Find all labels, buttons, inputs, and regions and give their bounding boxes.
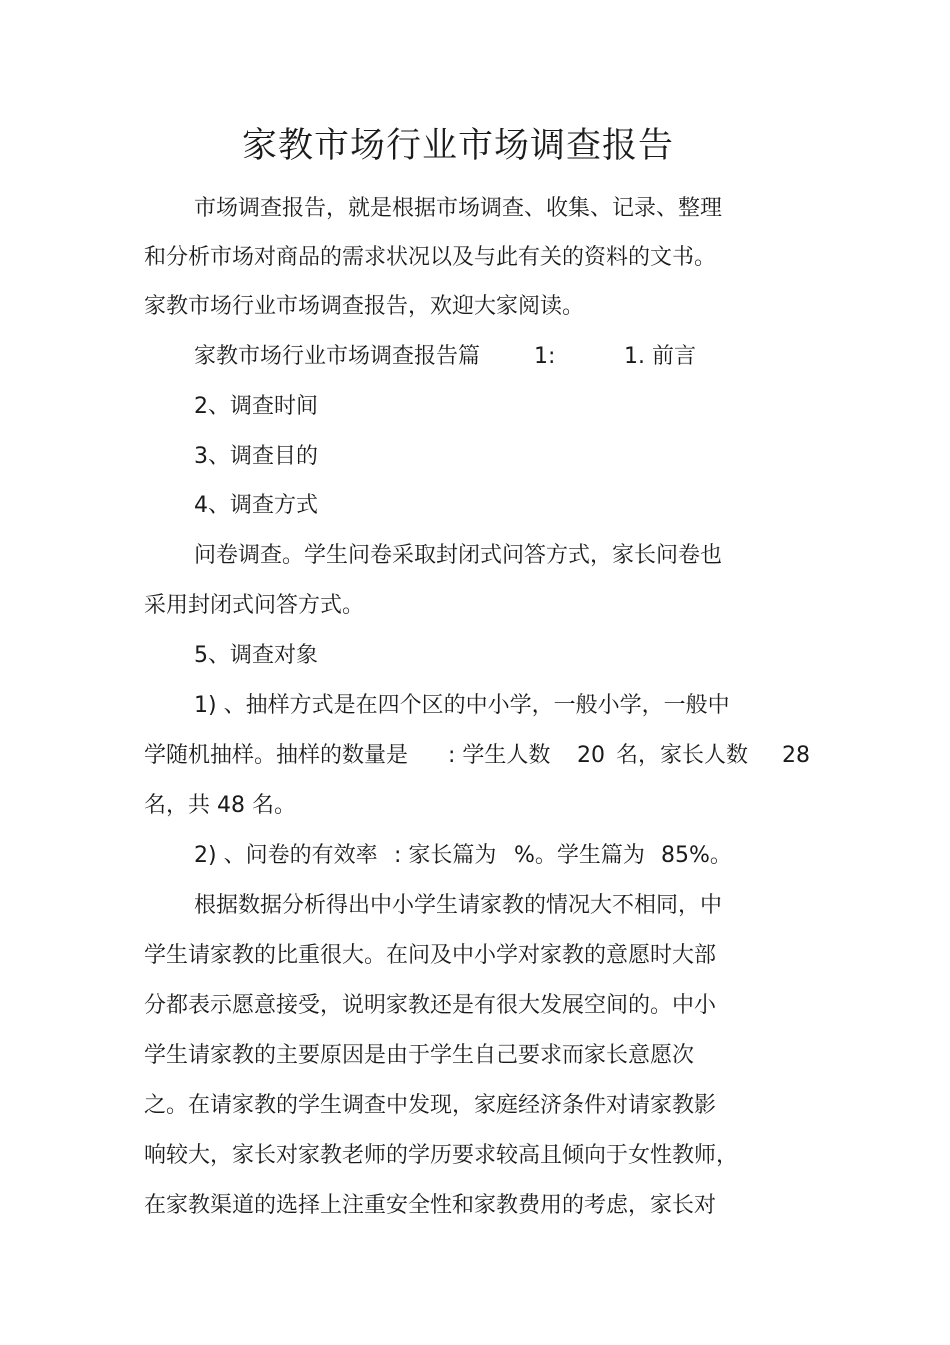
effective-rate-student: %。学生篇为: [514, 843, 645, 868]
item-survey-purpose: 3、调查目的: [194, 444, 318, 469]
analysis-line-3: 分都表示愿意接受，说明家教还是有很大发展空间的。中小: [144, 993, 717, 1018]
method-line-1: 问卷调查。学生问卷采取封闭式问答方式，家长问卷也: [194, 543, 723, 568]
sampling-count-label: 学随机抽样。抽样的数量是: [144, 743, 409, 768]
effective-rate-parent: : 家长篇为: [394, 843, 497, 868]
intro-line-2: 和分析市场对商品的需求状况以及与此有关的资料的文书。: [144, 245, 717, 270]
item-survey-method: 4、调查方式: [194, 493, 318, 518]
analysis-line-2: 学生请家教的比重很大。在问及中小学对家教的意愿时大部: [144, 943, 717, 968]
effective-rate-label: 2) 、问卷的有效率: [194, 843, 378, 868]
effective-rate-line: [194, 841, 814, 871]
toc-section-1: 1. 前言: [624, 344, 696, 369]
sampling-line-3: 名，共 48 名。: [144, 793, 296, 818]
intro-line-3: 家教市场行业市场调查报告，欢迎大家阅读。: [144, 294, 585, 319]
analysis-line-1: 根据数据分析得出中小学生请家教的情况大不相同，中: [194, 893, 723, 918]
sampling-line-2: [144, 741, 824, 771]
sampling-parent-label: 名，家长人数: [616, 743, 749, 768]
sampling-student-label: : 学生人数: [448, 743, 551, 768]
item-survey-subject: 5、调查对象: [194, 643, 318, 668]
analysis-line-7: 在家教渠道的选择上注重安全性和家教费用的考虑，家长对: [144, 1193, 717, 1218]
sampling-parent-count: 28: [782, 743, 810, 768]
item-survey-time: 2、调查时间: [194, 394, 318, 419]
method-line-2: 采用封闭式问答方式。: [144, 593, 365, 618]
document-title: 家教市场行业市场调查报告: [241, 126, 674, 166]
analysis-line-6: 响较大，家长对家教老师的学历要求较高且倾向于女性教师，: [144, 1143, 739, 1168]
effective-rate-student-value: 85%。: [661, 843, 732, 868]
analysis-line-4: 学生请家教的主要原因是由于学生自己要求而家长意愿次: [144, 1043, 695, 1068]
sampling-student-count: 20: [577, 743, 605, 768]
toc-line: [194, 342, 914, 372]
sampling-line-1: 1) 、抽样方式是在四个区的中小学，一般小学，一般中: [194, 693, 730, 718]
analysis-line-5: 之。在请家教的学生调查中发现，家庭经济条件对请家教影: [144, 1093, 717, 1118]
toc-chapter-number: 1:: [534, 344, 556, 369]
toc-chapter-label: 家教市场行业市场调查报告篇: [194, 344, 481, 369]
intro-line-1: 市场调查报告，就是根据市场调查、收集、记录、整理: [194, 196, 723, 221]
